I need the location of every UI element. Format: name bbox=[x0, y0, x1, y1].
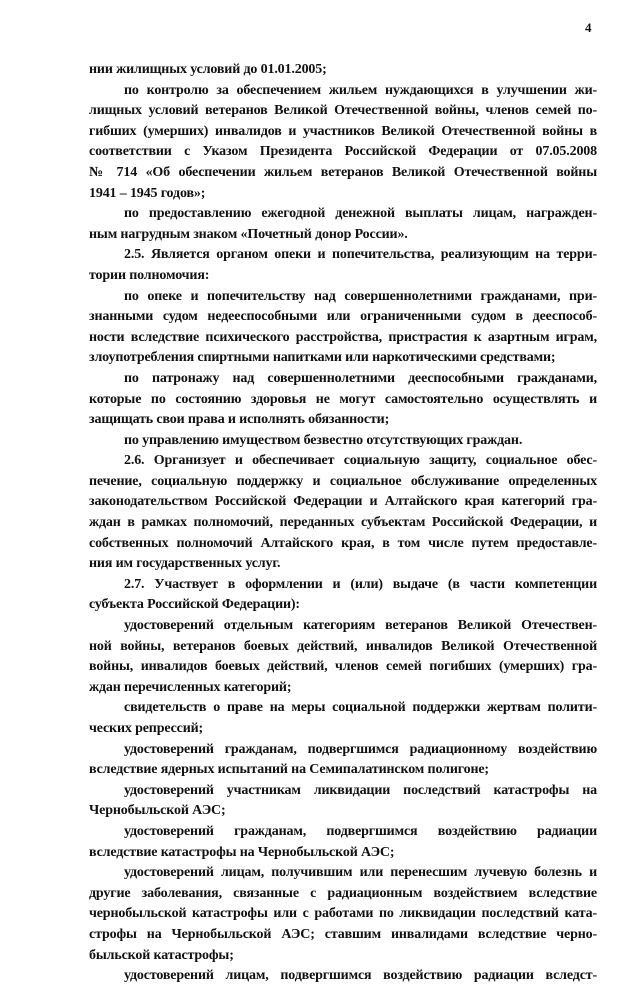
page-number: 4 bbox=[585, 20, 592, 35]
text-line: по патронажу над совершеннолетними дееспособными гражданами, bbox=[124, 370, 597, 386]
text-line: по предоставлению ежегодной денежной выплаты лицам, награжден- bbox=[124, 206, 597, 222]
text-line: 2.7. Участвует в оформлении и (или) выдаче (в части компетенции bbox=[124, 576, 597, 592]
text-line: удостоверений лицам, подвергшимся воздействию радиации вследст- bbox=[124, 968, 597, 984]
text-line: ческих репрессий; bbox=[89, 721, 204, 736]
text-line: быльской катастрофы; bbox=[89, 947, 234, 963]
text-line: № 714 «Об обеспечении жильем ветеранов Великой Отечественной войны bbox=[89, 164, 597, 180]
text-line: ждан в рамках полномочий, переданных субъектам Российской Федерации, и bbox=[89, 515, 597, 531]
text-line: тории полномочия: bbox=[89, 267, 210, 283]
text-line: вследствие ядерных испытаний на Семипалатинском полигоне; bbox=[89, 762, 489, 778]
text-line: злоупотребления спиртными напитками или наркотическими средствами; bbox=[89, 350, 556, 366]
text-line: соответствии с Указом Президента Российской Федерации от 07.05.2008 bbox=[89, 144, 597, 160]
document-body bbox=[89, 60, 597, 987]
text-line: удостоверений отдельным категориям ветеранов Великой Отечествен- bbox=[124, 618, 597, 634]
text-line: удостоверений гражданам, подвергшимся радиационному воздействию bbox=[124, 741, 597, 757]
text-line: удостоверений лицам, получившим или перенесшим лучевую болезнь и bbox=[124, 865, 597, 881]
text-line: нии жилищных условий до 01.01.2005; bbox=[89, 62, 327, 77]
text-line: защищать свои права и исполнять обязанности; bbox=[89, 412, 390, 428]
text-line: 2.6. Организует и обеспечивает социальную защиту, социальное обес- bbox=[124, 453, 597, 469]
text-line: законодательством Российской Федерации и Алтайского края категорий гра- bbox=[89, 494, 597, 510]
text-line: по опеке и попечительству над совершеннолетними гражданами, при- bbox=[124, 288, 597, 304]
text-line: лищных условий ветеранов Великой Отечественной войны, членов семей по- bbox=[89, 103, 597, 119]
text-line: 1941 – 1945 годов»; bbox=[89, 185, 206, 201]
text-line: другие заболевания, связанные с радиационным воздействием вследствие bbox=[89, 885, 597, 901]
text-line: удостоверений гражданам, подвергшимся воздействию радиации bbox=[124, 823, 597, 839]
text-line: знанными судом недееспособными или ограниченными судом в дееспособ- bbox=[89, 309, 597, 325]
text-line: ности вследствие психического расстройства, пристрастия к азартным играм, bbox=[89, 329, 597, 345]
text-line: которые по состоянию здоровья не могут самостоятельно осуществлять и bbox=[89, 391, 597, 407]
text-line: строфы на Чернобыльской АЭС; ставшим инвалидами вследствие черно- bbox=[89, 926, 597, 942]
text-line: по контролю за обеспечением жильем нуждающихся в улучшении жи- bbox=[124, 82, 597, 98]
text-line: удостоверений участникам ликвидации последствий катастрофы на bbox=[124, 782, 597, 798]
text-line: по управлению имуществом безвестно отсутствующих граждан. bbox=[124, 432, 523, 448]
text-line: свидетельств о праве на меры социальной поддержки жертвам полити- bbox=[124, 700, 597, 716]
text-line: ным нагрудным знаком «Почетный донор России». bbox=[89, 226, 408, 242]
text-line: гибших (умерших) инвалидов и участников Великой Отечественной войны в bbox=[89, 123, 597, 139]
text-line: вследствие катастрофы на Чернобыльской АЭС; bbox=[89, 844, 395, 860]
text-line: чернобыльской катастрофы или с работами по ликвидации последствий ката- bbox=[89, 906, 597, 922]
text-line: войны, инвалидов боевых действий, членов семей погибших (умерших) гра- bbox=[89, 659, 597, 675]
text-line: 2.5. Является органом опеки и попечительства, реализующим на терри- bbox=[124, 247, 597, 263]
text-line: собственных полномочий Алтайского края, в том числе путем предоставле- bbox=[89, 535, 597, 551]
text-line: Чернобыльской АЭС; bbox=[89, 803, 226, 819]
text-line: ния им государственных услуг. bbox=[89, 556, 281, 572]
text-line: субъекта Российской Федерации): bbox=[89, 597, 300, 613]
text-line: ной войны, ветеранов боевых действий, инвалидов Великой Отечественной bbox=[89, 638, 597, 654]
text-line: ждан перечисленных категорий; bbox=[89, 679, 292, 695]
text-line: печение, социальную поддержку и социальное обслуживание определенных bbox=[89, 473, 597, 489]
